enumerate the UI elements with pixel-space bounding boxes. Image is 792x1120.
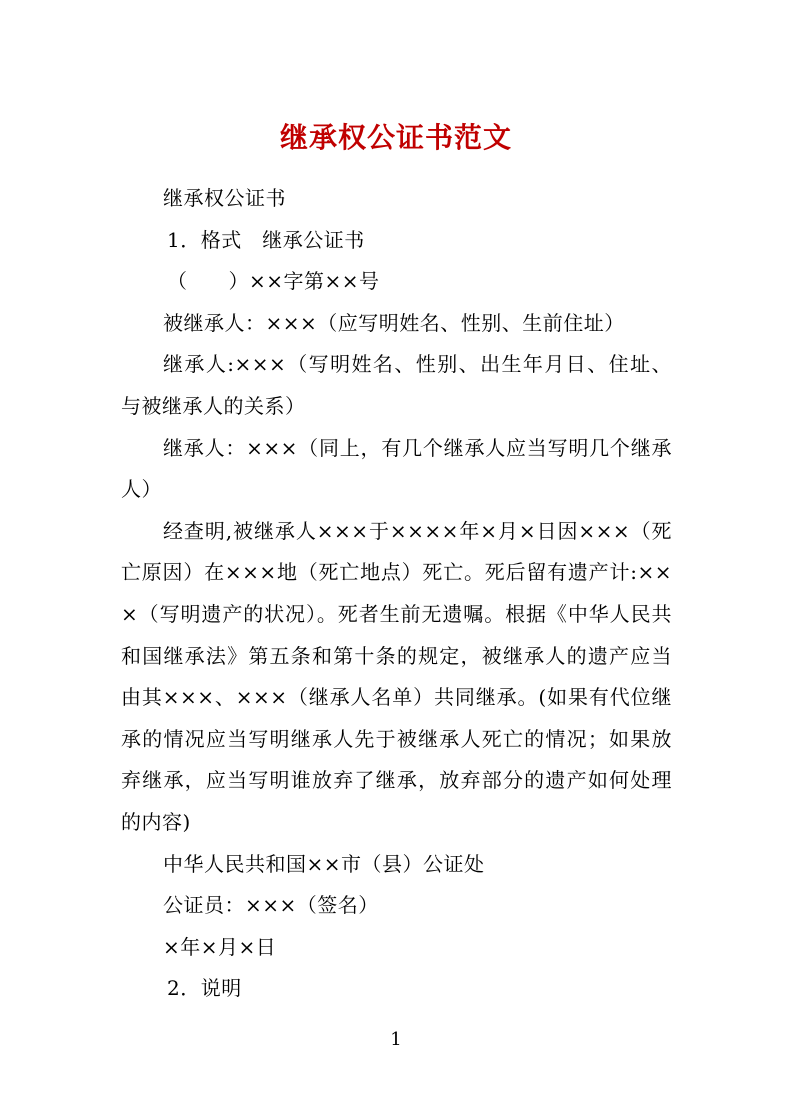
document-title: 继承权公证书范文	[279, 121, 512, 154]
paragraph-section-2: 2．说明	[167, 976, 242, 1001]
paragraph-heir-2: 继承人：×××（同上，有几个继承人应当写明几个继承人）	[121, 435, 672, 502]
paragraph-format: 1．格式 继承公证书	[167, 227, 365, 252]
paragraph-heading: 继承权公证书	[163, 186, 286, 210]
paragraph-date: ×年×月×日	[163, 934, 277, 959]
paragraph-findings: 经查明,被继承人×××于××××年×月×日因×××（死亡原因）在×××地（死亡地点）死亡。死后留有遗产计:×××（写明遗产的状况）。死者生前无遗嘱。根据《中华人民共和国继承法》第五条和第十条的规定，被继承人的遗产应当由其×××、×××（继承人名单）共同继承。(如果有代位继承的情况应当写明继承人先于被继承人死亡的情况；如果放弃继承，应当写明谁放弃了继承，放弃部分的遗产如何处理的内容)	[121, 518, 672, 834]
paragraph-heir-1: 继承人:×××（写明姓名、性别、出生年月日、住址、与被继承人的关系）	[121, 352, 672, 418]
paragraph-notary-signature: 公证员：×××（签名）	[163, 893, 379, 918]
paragraph-notary-office: 中华人民共和国××市（县）公证处	[163, 851, 485, 876]
page-number: 1	[390, 1029, 402, 1050]
paragraph-number: （ ）××字第××号	[167, 269, 380, 294]
document-body	[121, 178, 672, 1010]
paragraph-decedent: 被继承人：×××（应写明姓名、性别、生前住址）	[163, 310, 625, 335]
